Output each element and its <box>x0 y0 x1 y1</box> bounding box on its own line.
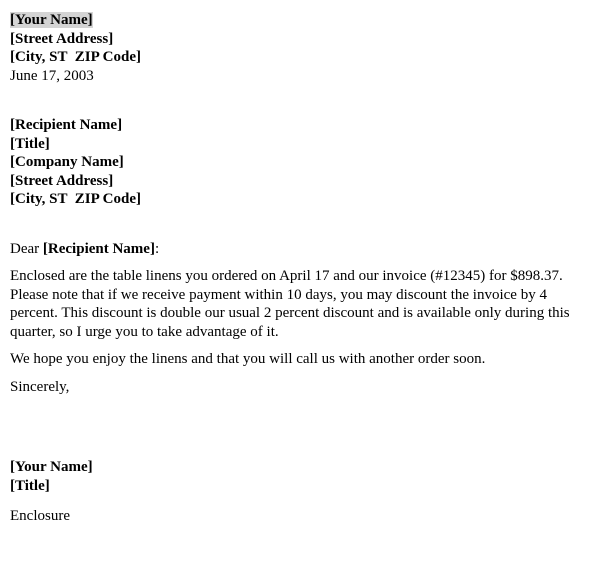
sender-city[interactable]: [City, ST ZIP Code] <box>10 49 142 65</box>
recipient-city[interactable]: [City, ST ZIP Code] <box>10 191 142 207</box>
recipient-block <box>10 116 590 209</box>
sender-block <box>10 11 590 85</box>
sender-name[interactable]: [Your Name] <box>10 12 93 28</box>
letter-date: June 17, 2003 <box>10 67 94 84</box>
signature-title[interactable]: [Title] <box>10 477 50 494</box>
signature-block <box>10 458 590 495</box>
recipient-company[interactable]: [Company Name] <box>10 154 124 170</box>
enclosure-note: Enclosure <box>10 508 70 524</box>
recipient-title[interactable]: [Title] <box>10 135 50 152</box>
sender-street[interactable]: [Street Address] <box>10 30 114 47</box>
body-paragraph-1: Enclosed are the table linens you ordered on April 17 and our invoice (#12345) for $898.37. Please note that if we receive payment within 10 days, you may discount the invoice by 4 percent. This discount is double our usual 2 percent discount and is available only during this quarter, so I urge you to take advantage of it. <box>10 268 570 340</box>
salutation-recipient-field[interactable]: [Recipient Name] <box>42 240 155 257</box>
body-paragraph-2: We hope you enjoy the linens and that you will call us with another order soon. <box>10 351 486 367</box>
recipient-name[interactable]: [Recipient Name] <box>10 117 123 133</box>
salutation: Dear [Recipient Name]: <box>10 240 160 257</box>
closing: Sincerely, <box>10 378 70 395</box>
recipient-street[interactable]: [Street Address] <box>10 172 114 189</box>
signature-name[interactable]: [Your Name] <box>10 459 93 475</box>
